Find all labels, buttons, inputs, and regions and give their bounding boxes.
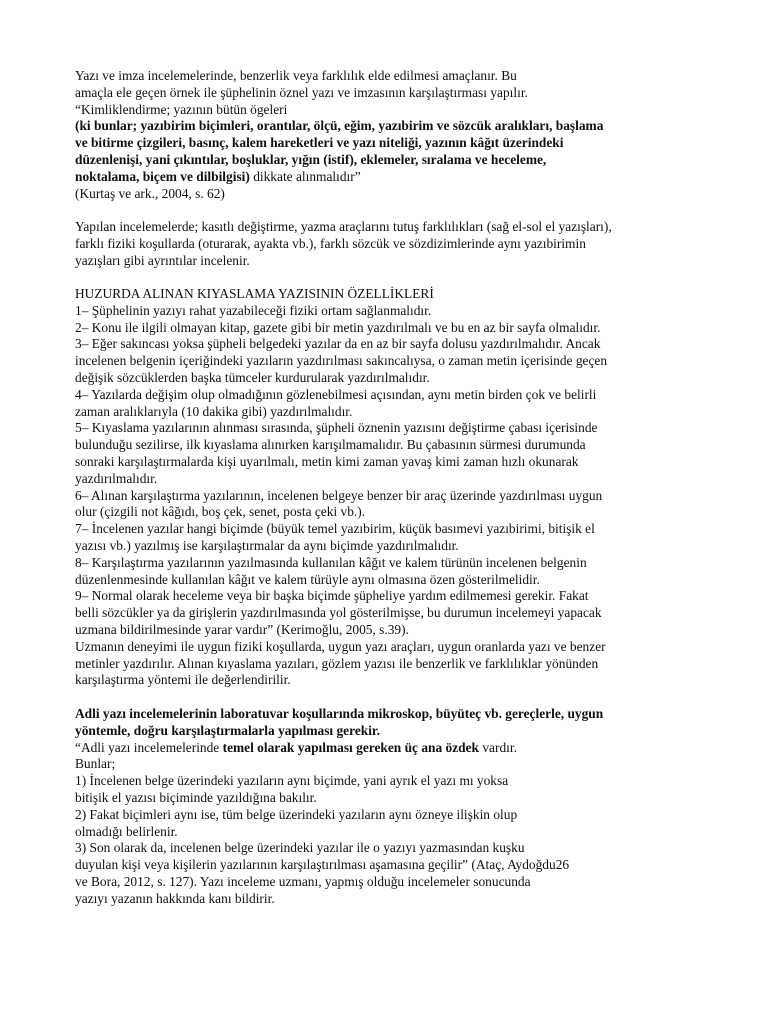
bold-text-line: ve bitirme çizgileri, basınç, kalem hareketleri ve yazı niteliği, yazının kâğıt üzerindeki [75, 135, 564, 151]
text-span: dikkate alınmalıdır” [249, 168, 361, 184]
text-span: vardır. [479, 739, 517, 755]
list-item: 6– Alınan karşılaştırma yazılarının, incelenen belgeye benzer bir araç üzerinde yazdırılması uygun [75, 487, 603, 503]
text-line: amaçla ele geçen örnek ile şüphelinin öznel yazı ve imzasının karşılaştırması yapılır. [75, 84, 528, 100]
list-item: 9– Normal olarak heceleme veya bir başka biçimde şüpheliye yardım edilmemesi gerekir. Fakat [75, 588, 589, 604]
text-line: metinler yazdırılır. Alınan kıyaslama yazıları, gözlem yazısı ile benzerlik ve farklılıklar yönünden [75, 655, 599, 671]
bold-text-line: düzenlenişi, yani çıkıntılar, boşluklar, yığın (istif), eklemeler, sıralama ve heceleme, [75, 151, 547, 167]
text-line: olur (çizgili not kâğıdı, boş çek, senet, posta çeki vb.). [75, 504, 366, 520]
text-line: sonraki karşılaştırmalarda kişi uyarılmalı, metin kimi zaman yavaş kimi zaman hızlı okunarak [75, 453, 579, 469]
citation: (Kurtaş ve ark., 2004, s. 62) [75, 185, 225, 201]
text-line [75, 740, 715, 757]
paragraph-examinations [75, 219, 715, 269]
list-item: 5– Kıyaslama yazılarının alınması sırasında, şüpheli öznenin yazısını değiştirme çabası içerisinde [75, 420, 598, 436]
list-item: 3) Son olarak da, incelenen belge üzerindeki yazılar ile o yazıyı yazmasından kuşku [75, 840, 525, 856]
list-item: 7– İncelenen yazılar hangi biçimde (büyük temel yazıbirim, küçük basımevi yazıbirimi, bitişik el [75, 521, 595, 537]
text-line: düzenlenmesinde kullanılan kâğıt ve kalem türüyle aynı olmasına özen gösterilmelidir. [75, 571, 540, 587]
text-line: yazısı vb.) yazılmış ise karşılaştırmalar da aynı biçimde yazdırılmalıdır. [75, 537, 459, 553]
list-item: 2– Konu ile ilgili olmayan kitap, gazete gibi bir metin yazdırılmalı ve bu en az bir sayfa olmalıdır. [75, 319, 601, 335]
list-item: 2) Fakat biçimleri aynı ise, tüm belge üzerindeki yazıların aynı özneye ilişkin olup [75, 806, 518, 822]
text-line: Yazı ve imza incelemelerinde, benzerlik veya farklılık elde edilmesi amaçlanır. Bu [75, 68, 517, 83]
list-item: 1) İncelenen belge üzerindeki yazıların aynı biçimde, yani ayrık el yazı mı yoksa [75, 773, 509, 789]
text-line [75, 169, 715, 186]
list-item: 8– Karşılaştırma yazılarının yazılmasında kullanılan kâğıt ve kalem türünün incelenen belgenin [75, 554, 587, 570]
bold-text-line: (ki bunlar; yazıbirim biçimleri, orantılar, ölçü, eğim, yazıbirim ve sözcük aralıkları, başlama [75, 118, 604, 134]
list-item: 4– Yazılarda değişim olup olmadığının gözlenebilmesi açısından, aynı metin birden çok ve belirli [75, 386, 597, 402]
section-comparison-writing [75, 286, 715, 689]
bold-text-span: noktalama, biçem ve dilbilgisi) [75, 168, 250, 184]
text-line: belli sözcükler ya da girişlerin yazdırılmasında yol gösterilmişse, bu durumun incelemeyi yapacak [75, 605, 602, 621]
text-line: zaman aralıklarıyla (10 dakika gibi) yazdırılmalıdır. [75, 403, 353, 419]
text-line: yazışları gibi ayrıntılar incelenir. [75, 252, 250, 268]
text-line: duyulan kişi veya kişilerin yazılarının karşılaştırılması aşamasına geçilir” (Ataç, Aydoğdu26 [75, 857, 570, 873]
text-span: “Adli yazı incelemelerinde [75, 739, 223, 755]
text-line: değişik sözcüklerden başka tümceler kurdurularak yazdırılmalıdır. [75, 369, 430, 385]
list-item: 1– Şüphelinin yazıyı rahat yazabileceği fiziki ortam sağlanmalıdır. [75, 302, 432, 318]
text-line: karşılaştırma yöntemi ile değerlendirilir. [75, 672, 291, 688]
text-line: bulunduğu sezilirse, ilk kıyaslama alınırken karışılmamalıdır. Bu çabasının sürmesi durumunda [75, 437, 586, 453]
bold-text-line: yöntemle, doğru karşılaştırmalarla yapılması gerekir. [75, 722, 380, 738]
text-line: Uzmanın deneyimi ile uygun fiziki koşullarda, uygun yazı araçları, uygun oranlarda yazı ve benzer [75, 638, 606, 654]
text-line: Yapılan incelemelerde; kasıtlı değiştirme, yazma araçlarını tutuş farklılıkları (sağ el-sol el yazışları), [75, 219, 612, 234]
text-line: incelenen belgenin içeriğindeki yazıların yazdırılması sakıncalıysa, o zaman metin içerisinde geçen [75, 353, 608, 369]
list-item: 3– Eğer sakıncası yoksa şüpheli belgedeki yazılar da en az bir sayfa dolusu yazdırılmalıdır. Ancak [75, 336, 601, 352]
paragraph-identification-quote [75, 68, 715, 202]
text-line: yazıyı yazanın hakkında kanı bildirir. [75, 890, 275, 906]
text-line: uzmana bildirilmesinde yarar vardır” (Kerimoğlu, 2005, s.39). [75, 621, 409, 637]
text-line: bitişik el yazısı biçiminde yazıldığına bakılır. [75, 789, 317, 805]
text-line: “Kimliklendirme; yazının bütün ögeleri [75, 101, 288, 117]
text-line: yazdırılmalıdır. [75, 470, 158, 486]
bold-text-span: temel olarak yapılması gereken üç ana özdek [222, 739, 479, 755]
text-line: ve Bora, 2012, s. 127). Yazı inceleme uzmanı, yapmış olduğu incelemeler sonucunda [75, 873, 531, 889]
text-line: farklı fiziki koşullarda (oturarak, ayakta vb.), farklı sözcük ve sözdizimlerinde aynı yazıbirimin [75, 235, 586, 251]
text-line: Bunlar; [75, 756, 116, 772]
section-heading: HUZURDA ALINAN KIYASLAMA YAZISININ ÖZELLİKLERİ [75, 286, 434, 301]
bold-text-line: Adli yazı incelemelerinin laboratuvar koşullarında mikroskop, büyüteç vb. gereçlerle, uygun [75, 706, 604, 721]
section-forensic-examination [75, 706, 715, 908]
text-line: olmadığı belirlenir. [75, 823, 178, 839]
